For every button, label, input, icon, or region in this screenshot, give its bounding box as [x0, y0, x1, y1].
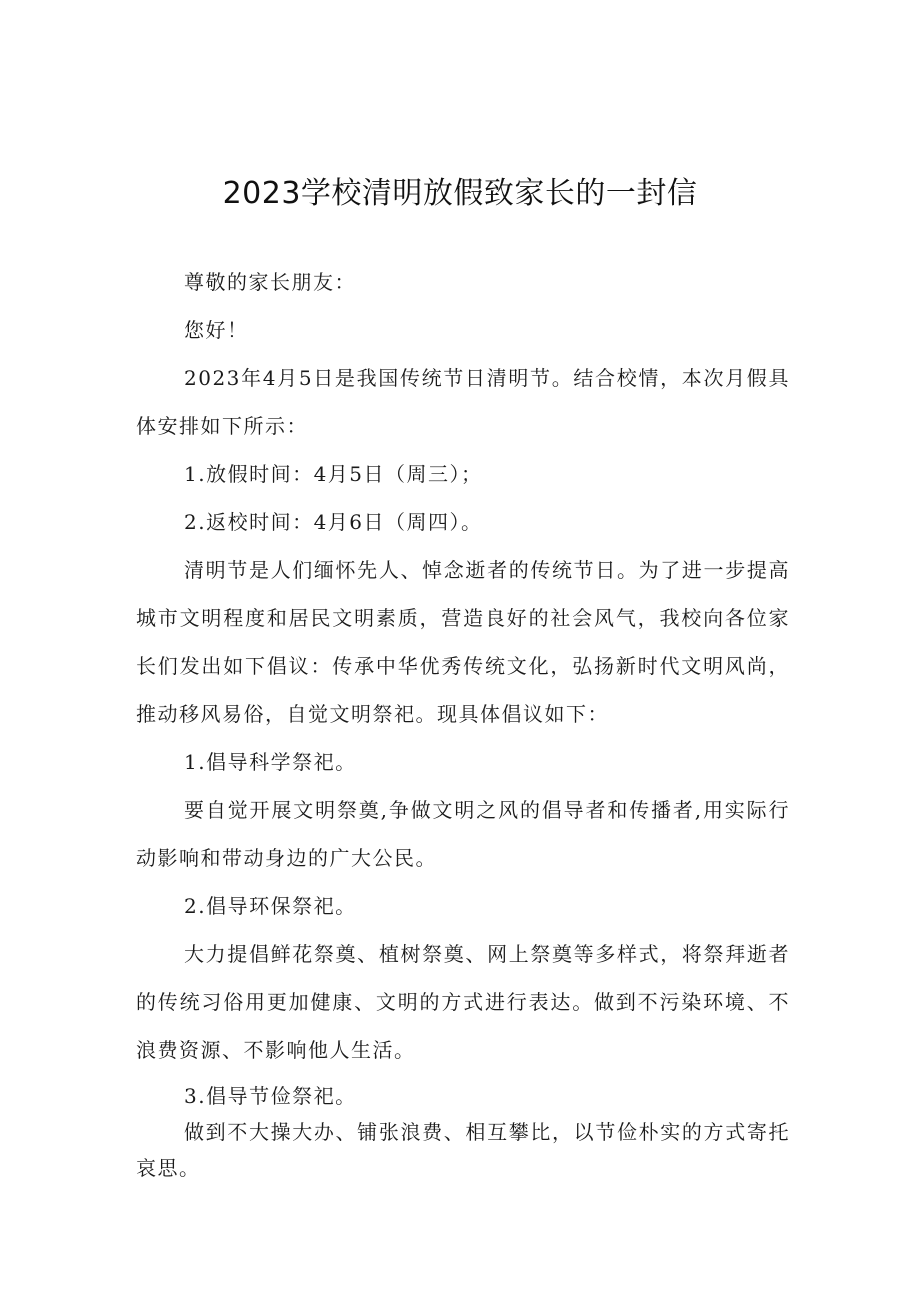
initiative-heading-3: 3.倡导节俭祭祀。	[184, 1084, 357, 1108]
initiative-body-2: 大力提倡鲜花祭奠、植树祭奠、网上祭奠等多样式，将祭拜逝者的传统习俗用更加健康、文明的方式进行表达。做到不污染环境、不浪费资源、不影响他人生活。	[136, 942, 790, 1062]
holiday-start-item: 1.放假时间：4月5日（周三）；	[184, 462, 483, 486]
initiative-body-3: 做到不大操大办、铺张浪费、相互攀比，以节俭朴实的方式寄托哀思。	[136, 1120, 790, 1180]
return-date-item: 2.返校时间：4月6日（周四）。	[184, 510, 483, 534]
salutation: 尊敬的家长朋友：	[184, 270, 356, 294]
initiative-intro-paragraph: 清明节是人们缅怀先人、悼念逝者的传统节日。为了进一步提高城市文明程度和居民文明素质，营造良好的社会风气，我校向各位家长们发出如下倡议：传承中华优秀传统文化，弘扬新时代文明风尚，推动移风易俗，自觉文明祭祀。现具体倡议如下：	[136, 558, 790, 726]
initiative-heading-1: 1.倡导科学祭祀。	[184, 750, 357, 774]
greeting: 您好！	[184, 318, 249, 342]
initiative-heading-2: 2.倡导环保祭祀。	[184, 894, 357, 918]
holiday-intro-paragraph: 2023年4月5日是我国传统节日清明节。结合校情，本次月假具体安排如下所示：	[136, 366, 790, 438]
initiative-body-1: 要自觉开展文明祭奠,争做文明之风的倡导者和传播者,用实际行动影响和带动身边的广大公民。	[136, 798, 790, 870]
document-title: 2023学校清明放假致家长的一封信	[222, 176, 698, 211]
